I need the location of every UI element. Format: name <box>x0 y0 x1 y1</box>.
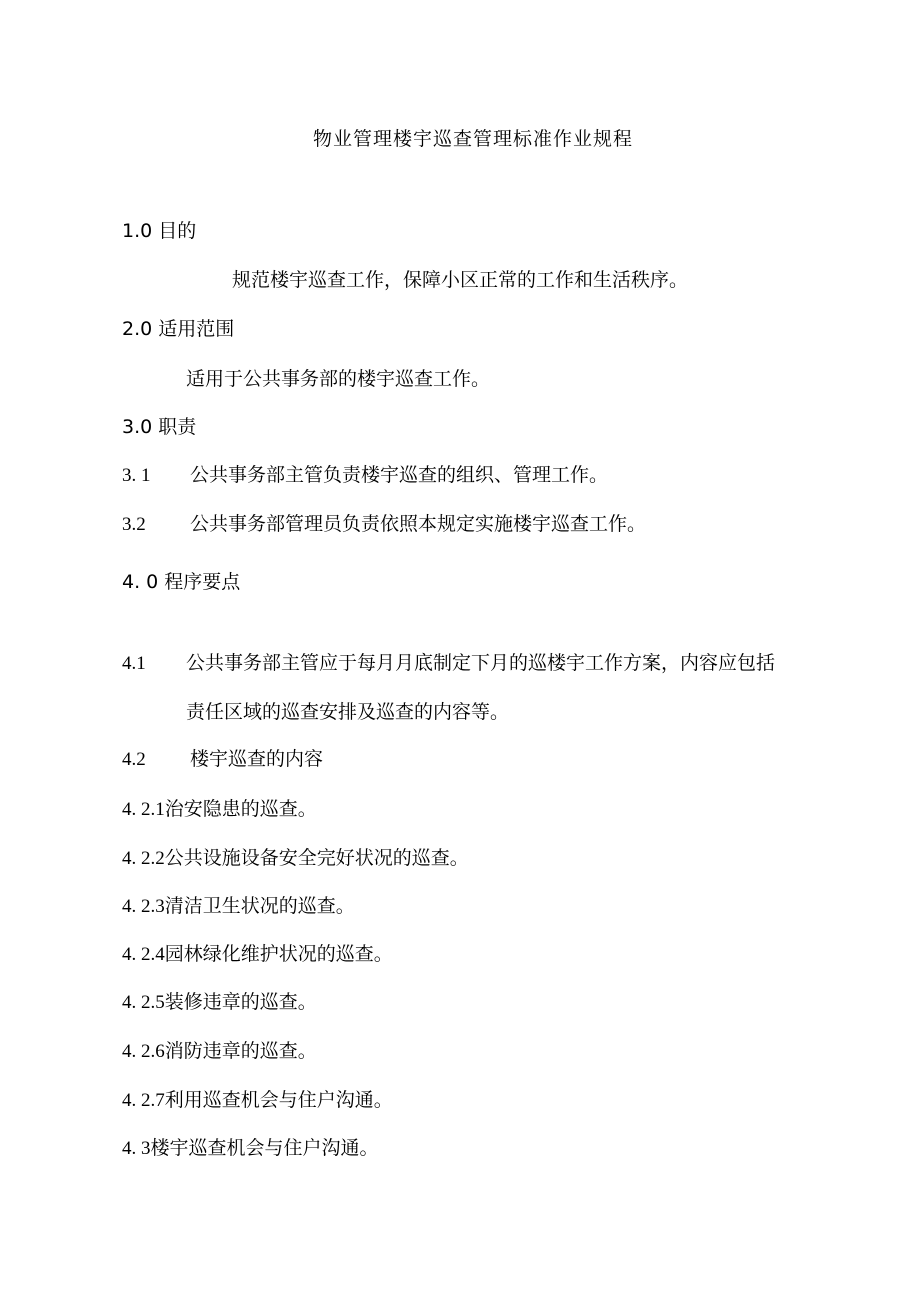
item-text: 公共事务部管理员负责依照本规定实施楼宇巡查工作。 <box>190 513 647 535</box>
list-item <box>122 650 146 677</box>
item-number: 4. 2.7 <box>122 1090 165 1111</box>
section-body-purpose: 规范楼宇巡查工作，保障小区正常的工作和生活秩序。 <box>232 269 689 291</box>
item-text-continued: 责任区域的巡查安排及巡查的内容等。 <box>186 701 510 723</box>
item-number: 4. 3 <box>122 1138 151 1159</box>
item-text: 公共事务部主管应于每月月底制定下月的巡楼宇工作方案，内容应包括 <box>186 652 776 674</box>
section-heading-responsibility: 3.0 职责 <box>122 416 197 438</box>
section-heading-purpose: 1.0 目的 <box>122 220 197 242</box>
item-number: 4. 2.5 <box>122 992 165 1013</box>
item-text: 园林绿化维护状况的巡查。 <box>164 943 393 965</box>
item-number: 3.2 <box>122 514 146 535</box>
document-title: 物业管理楼宇巡查管理标准作业规程 <box>312 128 633 150</box>
sub-list-item <box>122 1038 317 1065</box>
sub-list-item <box>122 941 393 968</box>
item-text: 公共设施设备安全完好状况的巡查。 <box>164 847 469 869</box>
item-text: 公共事务部主管负责楼宇巡查的组织、管理工作。 <box>190 464 609 486</box>
sub-list-item <box>122 893 355 920</box>
item-text: 利用巡查机会与住户沟通。 <box>164 1089 393 1111</box>
sub-list-item <box>122 796 317 823</box>
list-item <box>122 462 151 489</box>
item-number: 4.1 <box>122 653 146 674</box>
section-body-scope: 适用于公共事务部的楼宇巡查工作。 <box>186 368 491 390</box>
item-text: 消防违章的巡查。 <box>164 1040 317 1062</box>
item-text: 治安隐患的巡查。 <box>164 798 317 820</box>
item-number: 4.2 <box>122 749 146 770</box>
item-number: 4. 2.6 <box>122 1041 165 1062</box>
item-number: 4. 2.3 <box>122 896 165 917</box>
sub-list-item <box>122 989 317 1016</box>
section-heading-scope: 2.0 适用范围 <box>122 318 235 340</box>
item-number: 3. 1 <box>122 465 151 486</box>
item-text: 楼宇巡查的内容 <box>190 748 324 770</box>
item-number: 4. 2.2 <box>122 848 165 869</box>
section-heading-procedure: 4. 0 程序要点 <box>122 571 241 593</box>
sub-list-item <box>122 1087 393 1114</box>
item-number: 4. 2.4 <box>122 944 165 965</box>
list-item <box>122 746 146 773</box>
item-text: 清洁卫生状况的巡查。 <box>164 895 355 917</box>
sub-list-item <box>122 845 469 872</box>
list-item <box>122 1135 379 1162</box>
list-item <box>122 511 146 538</box>
item-text: 楼宇巡查机会与住户沟通。 <box>150 1137 379 1159</box>
item-text: 装修违章的巡查。 <box>164 991 317 1013</box>
item-number: 4. 2.1 <box>122 799 165 820</box>
